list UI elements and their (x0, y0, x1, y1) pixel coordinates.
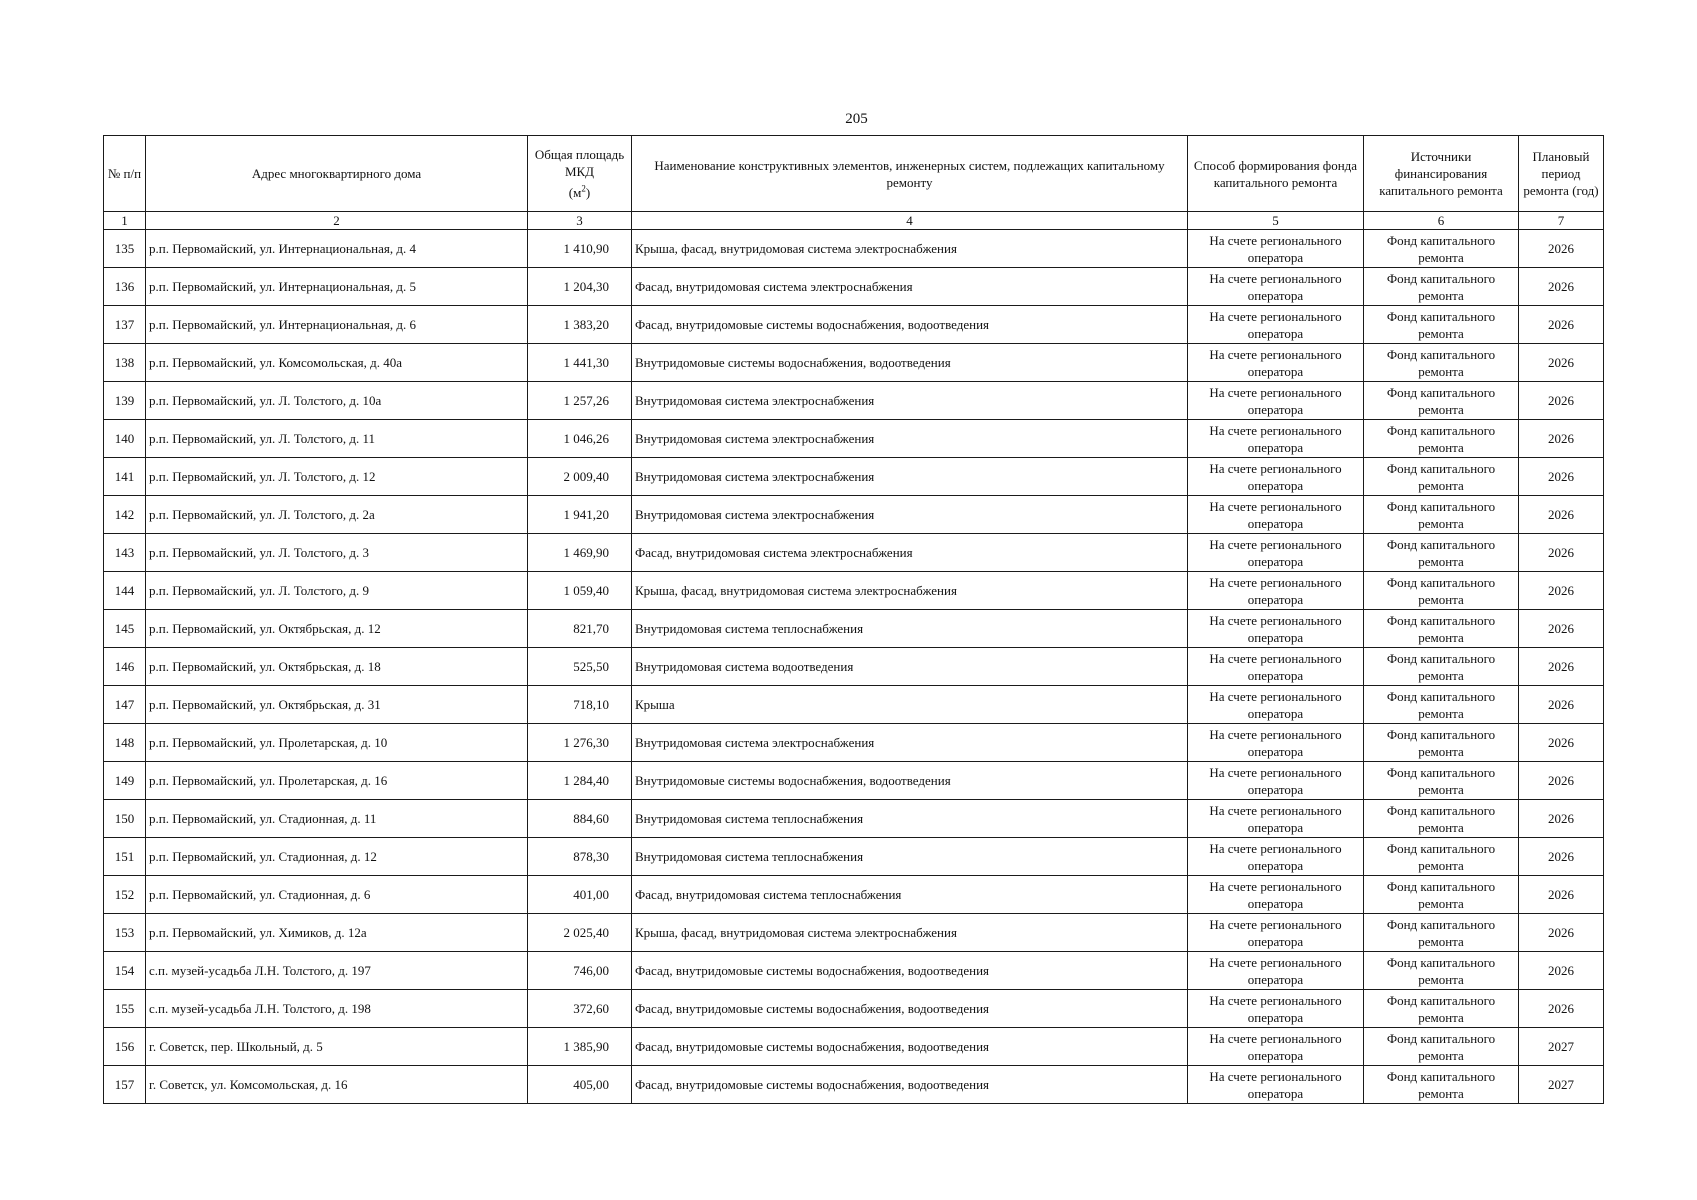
row-area: 372,60 (528, 990, 632, 1028)
row-year: 2026 (1519, 686, 1604, 724)
row-elements: Фасад, внутридомовые системы водоснабжения, водоотведения (632, 1066, 1188, 1104)
row-area: 2 025,40 (528, 914, 632, 952)
row-funding-source: Фонд капитального ремонта (1364, 572, 1519, 610)
row-number: 154 (104, 952, 146, 990)
row-funding-method: На счете регионального оператора (1188, 876, 1364, 914)
row-elements: Крыша (632, 686, 1188, 724)
row-funding-source: Фонд капитального ремонта (1364, 382, 1519, 420)
row-funding-source: Фонд капитального ремонта (1364, 686, 1519, 724)
row-address: р.п. Первомайский, ул. Интернациональная, д. 6 (146, 306, 528, 344)
row-area: 1 441,30 (528, 344, 632, 382)
row-number: 138 (104, 344, 146, 382)
row-area: 746,00 (528, 952, 632, 990)
row-area: 1 059,40 (528, 572, 632, 610)
row-year: 2027 (1519, 1028, 1604, 1066)
row-number: 139 (104, 382, 146, 420)
row-year: 2026 (1519, 800, 1604, 838)
row-year: 2026 (1519, 952, 1604, 990)
row-funding-source: Фонд капитального ремонта (1364, 724, 1519, 762)
row-area: 1 204,30 (528, 268, 632, 306)
row-address: р.п. Первомайский, ул. Л. Толстого, д. 12 (146, 458, 528, 496)
column-number: 5 (1188, 212, 1364, 230)
row-funding-source: Фонд капитального ремонта (1364, 458, 1519, 496)
row-funding-method: На счете регионального оператора (1188, 572, 1364, 610)
table-row (104, 458, 1604, 496)
row-number: 157 (104, 1066, 146, 1104)
row-number: 140 (104, 420, 146, 458)
row-year: 2026 (1519, 496, 1604, 534)
row-elements: Крыша, фасад, внутридомовая система электроснабжения (632, 914, 1188, 952)
row-elements: Внутридомовая система водоотведения (632, 648, 1188, 686)
row-address: р.п. Первомайский, ул. Л. Толстого, д. 10а (146, 382, 528, 420)
row-year: 2026 (1519, 838, 1604, 876)
row-funding-method: На счете регионального оператора (1188, 952, 1364, 990)
row-elements: Крыша, фасад, внутридомовая система электроснабжения (632, 230, 1188, 268)
row-funding-source: Фонд капитального ремонта (1364, 306, 1519, 344)
row-funding-source: Фонд капитального ремонта (1364, 648, 1519, 686)
row-elements: Фасад, внутридомовые системы водоснабжения, водоотведения (632, 306, 1188, 344)
header-period: Плановый период ремонта (год) (1519, 136, 1604, 212)
row-elements: Внутридомовая система электроснабжения (632, 724, 1188, 762)
table-row (104, 534, 1604, 572)
row-elements: Внутридомовая система теплоснабжения (632, 610, 1188, 648)
row-number: 135 (104, 230, 146, 268)
header-area (528, 136, 632, 212)
header-area-unit: $(м^2)$ (568, 183, 591, 200)
row-area: 1 469,90 (528, 534, 632, 572)
row-address: р.п. Первомайский, ул. Л. Толстого, д. 11 (146, 420, 528, 458)
table-row (104, 268, 1604, 306)
row-area: 1 383,20 (528, 306, 632, 344)
row-funding-source: Фонд капитального ремонта (1364, 420, 1519, 458)
row-address: р.п. Первомайский, ул. Л. Толстого, д. 2а (146, 496, 528, 534)
row-funding-method: На счете регионального оператора (1188, 458, 1364, 496)
row-year: 2026 (1519, 762, 1604, 800)
row-year: 2026 (1519, 306, 1604, 344)
row-funding-source: Фонд капитального ремонта (1364, 800, 1519, 838)
row-funding-method: На счете регионального оператора (1188, 382, 1364, 420)
row-elements: Крыша, фасад, внутридомовая система электроснабжения (632, 572, 1188, 610)
column-number: 2 (146, 212, 528, 230)
row-number: 137 (104, 306, 146, 344)
row-funding-method: На счете регионального оператора (1188, 762, 1364, 800)
row-area: 525,50 (528, 648, 632, 686)
row-funding-method: На счете регионального оператора (1188, 534, 1364, 572)
header-area-label: Общая площадь МКД (534, 147, 625, 180)
table-row (104, 344, 1604, 382)
column-number: 7 (1519, 212, 1604, 230)
table-row (104, 648, 1604, 686)
row-elements: Фасад, внутридомовая система электроснабжения (632, 268, 1188, 306)
row-number: 144 (104, 572, 146, 610)
repair-program-table (103, 135, 1604, 1104)
row-number: 142 (104, 496, 146, 534)
row-area: 1 410,90 (528, 230, 632, 268)
row-year: 2026 (1519, 420, 1604, 458)
row-area: 878,30 (528, 838, 632, 876)
row-address: р.п. Первомайский, ул. Интернациональная, д. 4 (146, 230, 528, 268)
row-address: р.п. Первомайский, ул. Октябрьская, д. 31 (146, 686, 528, 724)
row-elements: Внутридомовая система электроснабжения (632, 458, 1188, 496)
row-area: 821,70 (528, 610, 632, 648)
header-method: Способ формирования фонда капитального ремонта (1188, 136, 1364, 212)
row-year: 2026 (1519, 268, 1604, 306)
row-address: р.п. Первомайский, ул. Химиков, д. 12а (146, 914, 528, 952)
row-funding-source: Фонд капитального ремонта (1364, 990, 1519, 1028)
row-number: 152 (104, 876, 146, 914)
row-funding-method: На счете регионального оператора (1188, 496, 1364, 534)
row-funding-method: На счете регионального оператора (1188, 306, 1364, 344)
row-year: 2026 (1519, 382, 1604, 420)
row-funding-source: Фонд капитального ремонта (1364, 268, 1519, 306)
row-elements: Внутридомовая система теплоснабжения (632, 800, 1188, 838)
row-funding-method: На счете регионального оператора (1188, 914, 1364, 952)
row-year: 2026 (1519, 724, 1604, 762)
table-row (104, 914, 1604, 952)
row-elements: Внутридомовая система теплоснабжения (632, 838, 1188, 876)
table-row (104, 952, 1604, 990)
table-row (104, 838, 1604, 876)
row-funding-source: Фонд капитального ремонта (1364, 230, 1519, 268)
row-number: 146 (104, 648, 146, 686)
row-address: г. Советск, пер. Школьный, д. 5 (146, 1028, 528, 1066)
table-row (104, 762, 1604, 800)
row-number: 148 (104, 724, 146, 762)
row-address: р.п. Первомайский, ул. Стадионная, д. 11 (146, 800, 528, 838)
row-elements: Внутридомовые системы водоснабжения, водоотведения (632, 762, 1188, 800)
row-elements: Фасад, внутридомовая система теплоснабжения (632, 876, 1188, 914)
row-address: р.п. Первомайский, ул. Стадионная, д. 6 (146, 876, 528, 914)
row-funding-source: Фонд капитального ремонта (1364, 952, 1519, 990)
row-year: 2027 (1519, 1066, 1604, 1104)
row-year: 2026 (1519, 344, 1604, 382)
table-row (104, 800, 1604, 838)
header-address: Адрес многоквартирного дома (146, 136, 528, 212)
column-number: 6 (1364, 212, 1519, 230)
row-year: 2026 (1519, 458, 1604, 496)
table-row (104, 724, 1604, 762)
row-address: р.п. Первомайский, ул. Интернациональная, д. 5 (146, 268, 528, 306)
row-number: 156 (104, 1028, 146, 1066)
row-area: 1 257,26 (528, 382, 632, 420)
column-number: 4 (632, 212, 1188, 230)
row-year: 2026 (1519, 572, 1604, 610)
row-funding-source: Фонд капитального ремонта (1364, 496, 1519, 534)
row-area: 1 385,90 (528, 1028, 632, 1066)
row-area: 1 941,20 (528, 496, 632, 534)
row-elements: Внутридомовая система электроснабжения (632, 496, 1188, 534)
table-row (104, 1066, 1604, 1104)
table-row (104, 306, 1604, 344)
row-funding-source: Фонд капитального ремонта (1364, 838, 1519, 876)
header-row (104, 136, 1604, 212)
row-area: 2 009,40 (528, 458, 632, 496)
row-address: р.п. Первомайский, ул. Л. Толстого, д. 9 (146, 572, 528, 610)
row-funding-method: На счете регионального оператора (1188, 344, 1364, 382)
row-year: 2026 (1519, 610, 1604, 648)
row-address: р.п. Первомайский, ул. Пролетарская, д. 10 (146, 724, 528, 762)
row-funding-method: На счете регионального оператора (1188, 724, 1364, 762)
row-address: р.п. Первомайский, ул. Комсомольская, д. 40а (146, 344, 528, 382)
row-area: 884,60 (528, 800, 632, 838)
table-header (104, 136, 1604, 230)
row-address: г. Советск, ул. Комсомольская, д. 16 (146, 1066, 528, 1104)
row-area: 1 276,30 (528, 724, 632, 762)
header-num: № п/п (104, 136, 146, 212)
row-funding-method: На счете регионального оператора (1188, 800, 1364, 838)
row-elements: Внутридомовая система электроснабжения (632, 382, 1188, 420)
page-number: 205 (845, 111, 868, 127)
row-address: р.п. Первомайский, ул. Стадионная, д. 12 (146, 838, 528, 876)
row-area: 1 284,40 (528, 762, 632, 800)
row-number: 147 (104, 686, 146, 724)
row-funding-method: На счете регионального оператора (1188, 1028, 1364, 1066)
table-row (104, 496, 1604, 534)
row-elements: Фасад, внутридомовая система электроснабжения (632, 534, 1188, 572)
row-area: 1 046,26 (528, 420, 632, 458)
row-elements: Внутридомовые системы водоснабжения, водоотведения (632, 344, 1188, 382)
row-number: 149 (104, 762, 146, 800)
row-area: 405,00 (528, 1066, 632, 1104)
row-elements: Фасад, внутридомовые системы водоснабжения, водоотведения (632, 952, 1188, 990)
row-funding-method: На счете регионального оператора (1188, 230, 1364, 268)
row-funding-source: Фонд капитального ремонта (1364, 1066, 1519, 1104)
table-row (104, 876, 1604, 914)
row-funding-method: На счете регионального оператора (1188, 268, 1364, 306)
row-number: 155 (104, 990, 146, 1028)
row-funding-method: На счете регионального оператора (1188, 1066, 1364, 1104)
row-funding-source: Фонд капитального ремонта (1364, 762, 1519, 800)
column-number: 1 (104, 212, 146, 230)
row-number: 141 (104, 458, 146, 496)
row-elements: Фасад, внутридомовые системы водоснабжения, водоотведения (632, 1028, 1188, 1066)
row-funding-source: Фонд капитального ремонта (1364, 876, 1519, 914)
row-area: 718,10 (528, 686, 632, 724)
table-row (104, 572, 1604, 610)
row-funding-method: На счете регионального оператора (1188, 610, 1364, 648)
row-year: 2026 (1519, 648, 1604, 686)
table-row (104, 420, 1604, 458)
row-number: 153 (104, 914, 146, 952)
row-year: 2026 (1519, 914, 1604, 952)
header-elements: Наименование конструктивных элементов, инженерных систем, подлежащих капитальному ремонту (632, 136, 1188, 212)
row-elements: Внутридомовая система электроснабжения (632, 420, 1188, 458)
row-number: 151 (104, 838, 146, 876)
table-row (104, 1028, 1604, 1066)
row-funding-source: Фонд капитального ремонта (1364, 1028, 1519, 1066)
row-address: р.п. Первомайский, ул. Л. Толстого, д. 3 (146, 534, 528, 572)
row-number: 145 (104, 610, 146, 648)
table-row (104, 990, 1604, 1028)
row-address: с.п. музей-усадьба Л.Н. Толстого, д. 197 (146, 952, 528, 990)
row-funding-method: На счете регионального оператора (1188, 990, 1364, 1028)
row-year: 2026 (1519, 534, 1604, 572)
row-area: 401,00 (528, 876, 632, 914)
row-year: 2026 (1519, 230, 1604, 268)
table-row (104, 230, 1604, 268)
row-funding-method: На счете регионального оператора (1188, 420, 1364, 458)
table-body (104, 230, 1604, 1104)
table-row (104, 382, 1604, 420)
column-numbers-row (104, 212, 1604, 230)
row-address: р.п. Первомайский, ул. Октябрьская, д. 12 (146, 610, 528, 648)
column-number: 3 (528, 212, 632, 230)
row-address: р.п. Первомайский, ул. Октябрьская, д. 18 (146, 648, 528, 686)
row-elements: Фасад, внутридомовые системы водоснабжения, водоотведения (632, 990, 1188, 1028)
row-year: 2026 (1519, 990, 1604, 1028)
row-funding-source: Фонд капитального ремонта (1364, 914, 1519, 952)
row-funding-source: Фонд капитального ремонта (1364, 534, 1519, 572)
row-address: р.п. Первомайский, ул. Пролетарская, д. 16 (146, 762, 528, 800)
row-number: 136 (104, 268, 146, 306)
header-sources: Источники финансирования капитального ремонта (1364, 136, 1519, 212)
row-funding-method: На счете регионального оператора (1188, 648, 1364, 686)
row-funding-source: Фонд капитального ремонта (1364, 610, 1519, 648)
row-funding-method: На счете регионального оператора (1188, 686, 1364, 724)
row-number: 143 (104, 534, 146, 572)
table-row (104, 686, 1604, 724)
row-number: 150 (104, 800, 146, 838)
row-funding-method: На счете регионального оператора (1188, 838, 1364, 876)
row-funding-source: Фонд капитального ремонта (1364, 344, 1519, 382)
row-address: с.п. музей-усадьба Л.Н. Толстого, д. 198 (146, 990, 528, 1028)
row-year: 2026 (1519, 876, 1604, 914)
table-row (104, 610, 1604, 648)
